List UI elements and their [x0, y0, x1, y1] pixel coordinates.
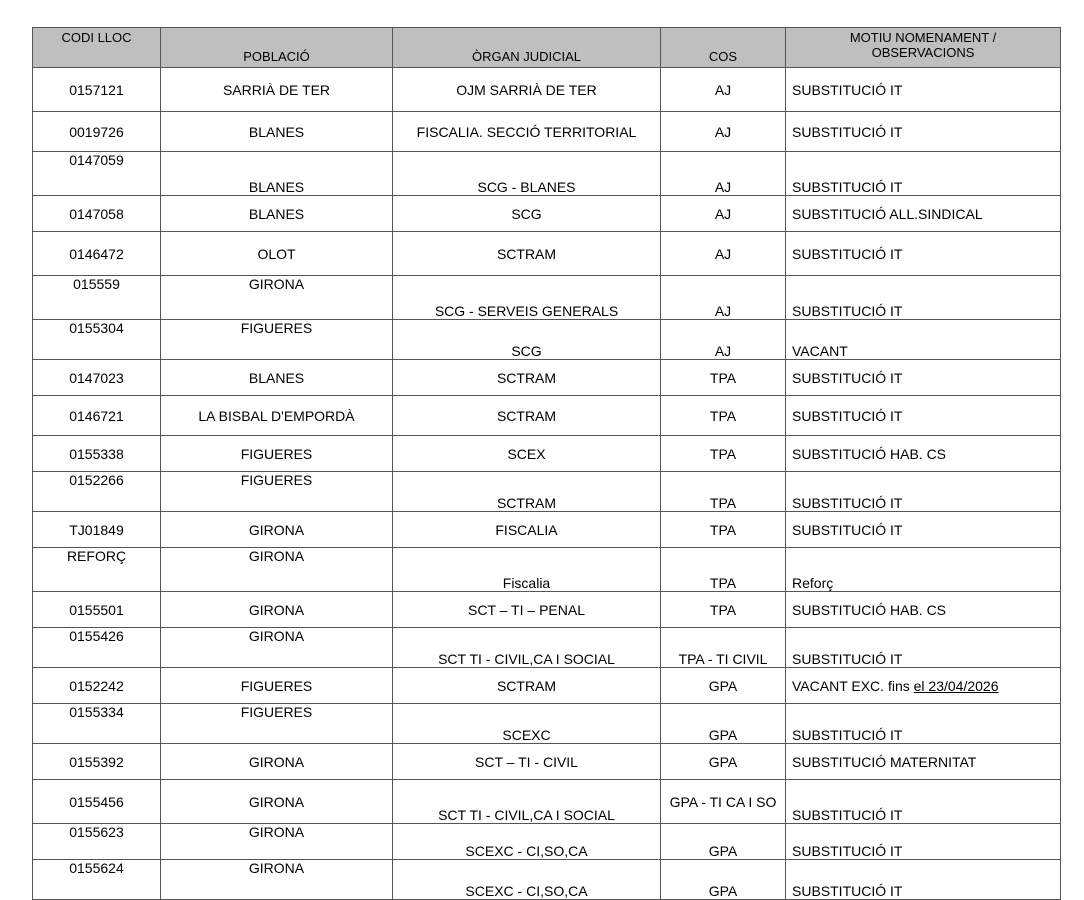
- cell-organ: SCT – TI - CIVIL: [393, 744, 661, 780]
- cell-cos: GPA: [661, 824, 786, 860]
- cell-motiu: SUBSTITUCIÓ IT: [786, 704, 1061, 744]
- cell-motiu: SUBSTITUCIÓ IT: [786, 780, 1061, 824]
- cell-codi: 015559: [33, 276, 161, 320]
- cell-organ: SCT TI - CIVIL,CA I SOCIAL: [393, 780, 661, 824]
- cell-organ: FISCALIA. SECCIÓ TERRITORIAL: [393, 112, 661, 152]
- placements-table: [32, 27, 1061, 900]
- cell-motiu: SUBSTITUCIÓ IT: [786, 68, 1061, 112]
- cell-codi: 0152266: [33, 472, 161, 512]
- cell-organ: SCEXC: [393, 704, 661, 744]
- cell-cos: AJ: [661, 196, 786, 232]
- cell-organ: SCTRAM: [393, 472, 661, 512]
- table-row: [33, 232, 1061, 276]
- cell-codi: 0157121: [33, 68, 161, 112]
- cell-organ: SCTRAM: [393, 232, 661, 276]
- table-row: [33, 396, 1061, 436]
- cell-poblacio: OLOT: [161, 232, 393, 276]
- header-motiu-line2: OBSERVACIONS: [871, 45, 975, 60]
- cell-codi: 0155392: [33, 744, 161, 780]
- cell-cos: AJ: [661, 152, 786, 196]
- cell-motiu: SUBSTITUCIÓ ALL.SINDICAL: [786, 196, 1061, 232]
- cell-poblacio: GIRONA: [161, 548, 393, 592]
- cell-cos: TPA: [661, 436, 786, 472]
- cell-organ: SCG: [393, 196, 661, 232]
- cell-organ: Fiscalia: [393, 548, 661, 592]
- table-row: [33, 512, 1061, 548]
- cell-codi: 0155304: [33, 320, 161, 360]
- cell-poblacio: GIRONA: [161, 780, 393, 824]
- cell-codi: 0019726: [33, 112, 161, 152]
- motiu-date: el 23/04/2026: [913, 677, 999, 694]
- cell-cos: TPA: [661, 548, 786, 592]
- cell-codi: 0155426: [33, 628, 161, 668]
- cell-motiu: SUBSTITUCIÓ IT: [786, 360, 1061, 396]
- cell-organ: SCEXC - CI,SO,CA: [393, 860, 661, 900]
- cell-poblacio: GIRONA: [161, 276, 393, 320]
- cell-cos: GPA - TI CA I SO: [661, 780, 786, 824]
- table-row: [33, 744, 1061, 780]
- table-row: [33, 320, 1061, 360]
- table-row: [33, 592, 1061, 628]
- cell-poblacio: FIGUERES: [161, 320, 393, 360]
- cell-motiu: [786, 668, 1061, 704]
- cell-organ: SCG - SERVEIS GENERALS: [393, 276, 661, 320]
- cell-poblacio: SARRIÀ DE TER: [161, 68, 393, 112]
- cell-poblacio: BLANES: [161, 152, 393, 196]
- cell-organ: SCG - BLANES: [393, 152, 661, 196]
- cell-poblacio: BLANES: [161, 112, 393, 152]
- cell-poblacio: GIRONA: [161, 744, 393, 780]
- cell-motiu: Reforç: [786, 548, 1061, 592]
- cell-poblacio: BLANES: [161, 196, 393, 232]
- cell-poblacio: FIGUERES: [161, 436, 393, 472]
- cell-cos: TPA: [661, 592, 786, 628]
- cell-codi: 0146472: [33, 232, 161, 276]
- cell-organ: SCTRAM: [393, 396, 661, 436]
- cell-cos: TPA: [661, 512, 786, 548]
- table-row: [33, 276, 1061, 320]
- cell-codi: 0147058: [33, 196, 161, 232]
- table-row: [33, 196, 1061, 232]
- cell-motiu: SUBSTITUCIÓ IT: [786, 396, 1061, 436]
- cell-poblacio: GIRONA: [161, 860, 393, 900]
- cell-motiu: SUBSTITUCIÓ IT: [786, 276, 1061, 320]
- cell-motiu: SUBSTITUCIÓ IT: [786, 628, 1061, 668]
- table-row: [33, 668, 1061, 704]
- cell-motiu: SUBSTITUCIÓ IT: [786, 232, 1061, 276]
- cell-codi: REFORÇ: [33, 548, 161, 592]
- cell-codi: 0152242: [33, 668, 161, 704]
- table-row: [33, 436, 1061, 472]
- table-row: [33, 152, 1061, 196]
- cell-motiu: SUBSTITUCIÓ IT: [786, 860, 1061, 900]
- cell-organ: SCT – TI – PENAL: [393, 592, 661, 628]
- cell-codi: 0155501: [33, 592, 161, 628]
- cell-poblacio: GIRONA: [161, 628, 393, 668]
- cell-cos: AJ: [661, 68, 786, 112]
- cell-cos: GPA: [661, 860, 786, 900]
- cell-motiu: SUBSTITUCIÓ IT: [786, 472, 1061, 512]
- cell-organ: SCTRAM: [393, 360, 661, 396]
- cell-codi: 0147059: [33, 152, 161, 196]
- cell-organ: SCTRAM: [393, 668, 661, 704]
- cell-motiu: SUBSTITUCIÓ MATERNITAT: [786, 744, 1061, 780]
- header-codi-lloc: CODI LLOC: [33, 28, 161, 68]
- cell-cos: TPA: [661, 396, 786, 436]
- table-row: [33, 704, 1061, 744]
- cell-organ: OJM SARRIÀ DE TER: [393, 68, 661, 112]
- cell-cos: GPA: [661, 668, 786, 704]
- cell-poblacio: FIGUERES: [161, 704, 393, 744]
- cell-motiu: SUBSTITUCIÓ IT: [786, 112, 1061, 152]
- header-cos: COS: [661, 28, 786, 68]
- cell-codi: 0146721: [33, 396, 161, 436]
- motiu-text: VACANT EXC. fins: [792, 677, 914, 694]
- table-row: [33, 628, 1061, 668]
- table-row: [33, 860, 1061, 900]
- cell-cos: TPA: [661, 360, 786, 396]
- cell-motiu: SUBSTITUCIÓ IT: [786, 512, 1061, 548]
- cell-codi: 0155623: [33, 824, 161, 860]
- cell-poblacio: LA BISBAL D'EMPORDÀ: [161, 396, 393, 436]
- cell-codi: 0155334: [33, 704, 161, 744]
- cell-codi: 0155338: [33, 436, 161, 472]
- cell-codi: 0155456: [33, 780, 161, 824]
- table-row: [33, 780, 1061, 824]
- header-row: [33, 28, 1061, 68]
- cell-poblacio: FIGUERES: [161, 668, 393, 704]
- header-motiu-line1: MOTIU NOMENAMENT /: [849, 30, 997, 45]
- table-row: [33, 360, 1061, 396]
- cell-cos: TPA: [661, 472, 786, 512]
- table-row: [33, 68, 1061, 112]
- table-row: [33, 112, 1061, 152]
- cell-poblacio: FIGUERES: [161, 472, 393, 512]
- cell-cos: GPA: [661, 744, 786, 780]
- cell-motiu: SUBSTITUCIÓ IT: [786, 824, 1061, 860]
- cell-cos: AJ: [661, 320, 786, 360]
- cell-organ: SCEXC - CI,SO,CA: [393, 824, 661, 860]
- cell-cos: AJ: [661, 112, 786, 152]
- cell-organ: FISCALIA: [393, 512, 661, 548]
- cell-cos: GPA: [661, 704, 786, 744]
- cell-codi: 0147023: [33, 360, 161, 396]
- cell-poblacio: BLANES: [161, 360, 393, 396]
- cell-poblacio: GIRONA: [161, 512, 393, 548]
- header-poblacio: POBLACIÓ: [161, 28, 393, 68]
- cell-codi: TJ01849: [33, 512, 161, 548]
- cell-poblacio: GIRONA: [161, 824, 393, 860]
- cell-motiu: SUBSTITUCIÓ HAB. CS: [786, 592, 1061, 628]
- cell-motiu: VACANT: [786, 320, 1061, 360]
- cell-organ: SCEX: [393, 436, 661, 472]
- table-row: [33, 548, 1061, 592]
- cell-motiu: SUBSTITUCIÓ HAB. CS: [786, 436, 1061, 472]
- header-motiu: [786, 28, 1061, 68]
- cell-motiu: SUBSTITUCIÓ IT: [786, 152, 1061, 196]
- cell-cos: TPA - TI CIVIL: [661, 628, 786, 668]
- cell-poblacio: GIRONA: [161, 592, 393, 628]
- cell-organ: SCG: [393, 320, 661, 360]
- cell-codi: 0155624: [33, 860, 161, 900]
- header-organ-judicial: ÒRGAN JUDICIAL: [393, 28, 661, 68]
- cell-cos: AJ: [661, 276, 786, 320]
- cell-organ: SCT TI - CIVIL,CA I SOCIAL: [393, 628, 661, 668]
- cell-cos: AJ: [661, 232, 786, 276]
- table-row: [33, 824, 1061, 860]
- table-row: [33, 472, 1061, 512]
